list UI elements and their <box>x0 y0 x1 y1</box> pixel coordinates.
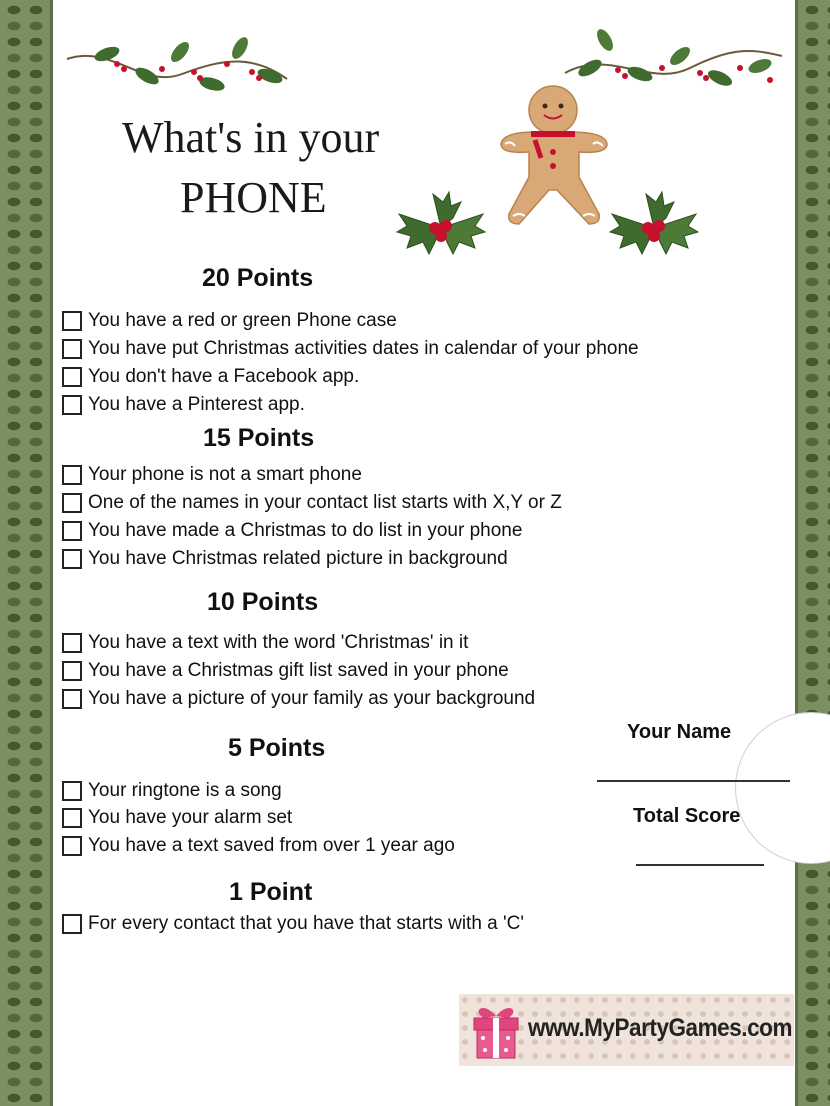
section-title-5-points: 5 Points <box>228 734 326 762</box>
gingerbread-man-icon <box>495 82 613 230</box>
checkbox-icon[interactable] <box>62 465 82 485</box>
checkbox-icon[interactable] <box>62 633 82 653</box>
checklist-item[interactable] <box>62 308 397 334</box>
holly-sprig-icon <box>393 188 489 266</box>
item-label: Your phone is not a smart phone <box>88 464 362 485</box>
checklist-item[interactable] <box>62 805 292 831</box>
checkbox-icon[interactable] <box>62 836 82 856</box>
item-label: You have a red or green Phone case <box>88 310 397 331</box>
score-bubble <box>735 712 830 864</box>
item-label: You have a text saved from over 1 year ago <box>88 835 455 856</box>
checkbox-icon[interactable] <box>62 367 82 387</box>
item-label: You have a text with the word 'Christmas' in it <box>88 632 469 653</box>
item-label: One of the names in your contact list starts with X,Y or Z <box>88 492 562 513</box>
checkbox-icon[interactable] <box>62 339 82 359</box>
your-name-label: Your Name <box>627 721 732 743</box>
item-label: You have put Christmas activities dates in calendar of your phone <box>88 338 639 359</box>
checklist-item[interactable] <box>62 546 508 572</box>
website-url: www.MyPartyGames.com <box>528 1014 793 1042</box>
item-label: You have a picture of your family as your background <box>88 688 536 709</box>
holly-sprig-icon <box>606 188 702 266</box>
checkbox-icon[interactable] <box>62 914 82 934</box>
checkbox-icon[interactable] <box>62 395 82 415</box>
checklist-item[interactable] <box>62 462 362 488</box>
item-label: You have a Christmas gift list saved in your phone <box>88 660 509 681</box>
checklist-item[interactable] <box>62 392 305 418</box>
section-title-1-point: 1 Point <box>229 878 313 906</box>
total-score-line[interactable] <box>636 864 764 866</box>
item-label: You have a Pinterest app. <box>88 394 305 415</box>
your-name-line[interactable] <box>597 780 790 782</box>
checkbox-icon[interactable] <box>62 689 82 709</box>
checklist-item[interactable] <box>62 518 522 544</box>
checkbox-icon[interactable] <box>62 781 82 801</box>
checklist-item[interactable] <box>62 336 639 362</box>
holly-garland-icon <box>62 34 292 109</box>
section-title-10-points: 10 Points <box>207 588 319 616</box>
checkbox-icon[interactable] <box>62 493 82 513</box>
checklist-item[interactable] <box>62 658 509 684</box>
item-label: You have your alarm set <box>88 807 293 828</box>
gift-box-icon <box>468 1000 524 1062</box>
section-title-20-points: 20 Points <box>202 264 314 292</box>
checklist-item[interactable] <box>62 686 535 712</box>
section-title-15-points: 15 Points <box>203 424 315 452</box>
checkbox-icon[interactable] <box>62 311 82 331</box>
page-title-line-1: What's in your <box>122 113 380 162</box>
item-label: You have made a Christmas to do list in your phone <box>88 520 523 541</box>
checkbox-icon[interactable] <box>62 808 82 828</box>
checklist-item[interactable] <box>62 490 562 516</box>
page-title-line-2: PHONE <box>180 173 327 222</box>
item-label: For every contact that you have that starts with a 'C' <box>88 913 525 934</box>
item-label: Your ringtone is a song <box>88 780 282 801</box>
item-label: You don't have a Facebook app. <box>88 366 360 387</box>
checklist-item[interactable] <box>62 364 359 390</box>
total-score-label: Total Score <box>633 805 741 827</box>
checklist-item[interactable] <box>62 630 468 656</box>
checklist-item[interactable] <box>62 778 282 804</box>
right-holly-border <box>795 0 830 1106</box>
left-holly-border <box>0 0 53 1106</box>
item-label: You have Christmas related picture in background <box>88 548 508 569</box>
checklist-item[interactable] <box>62 833 455 859</box>
checklist-item[interactable] <box>62 911 524 937</box>
checkbox-icon[interactable] <box>62 549 82 569</box>
checkbox-icon[interactable] <box>62 521 82 541</box>
checkbox-icon[interactable] <box>62 661 82 681</box>
